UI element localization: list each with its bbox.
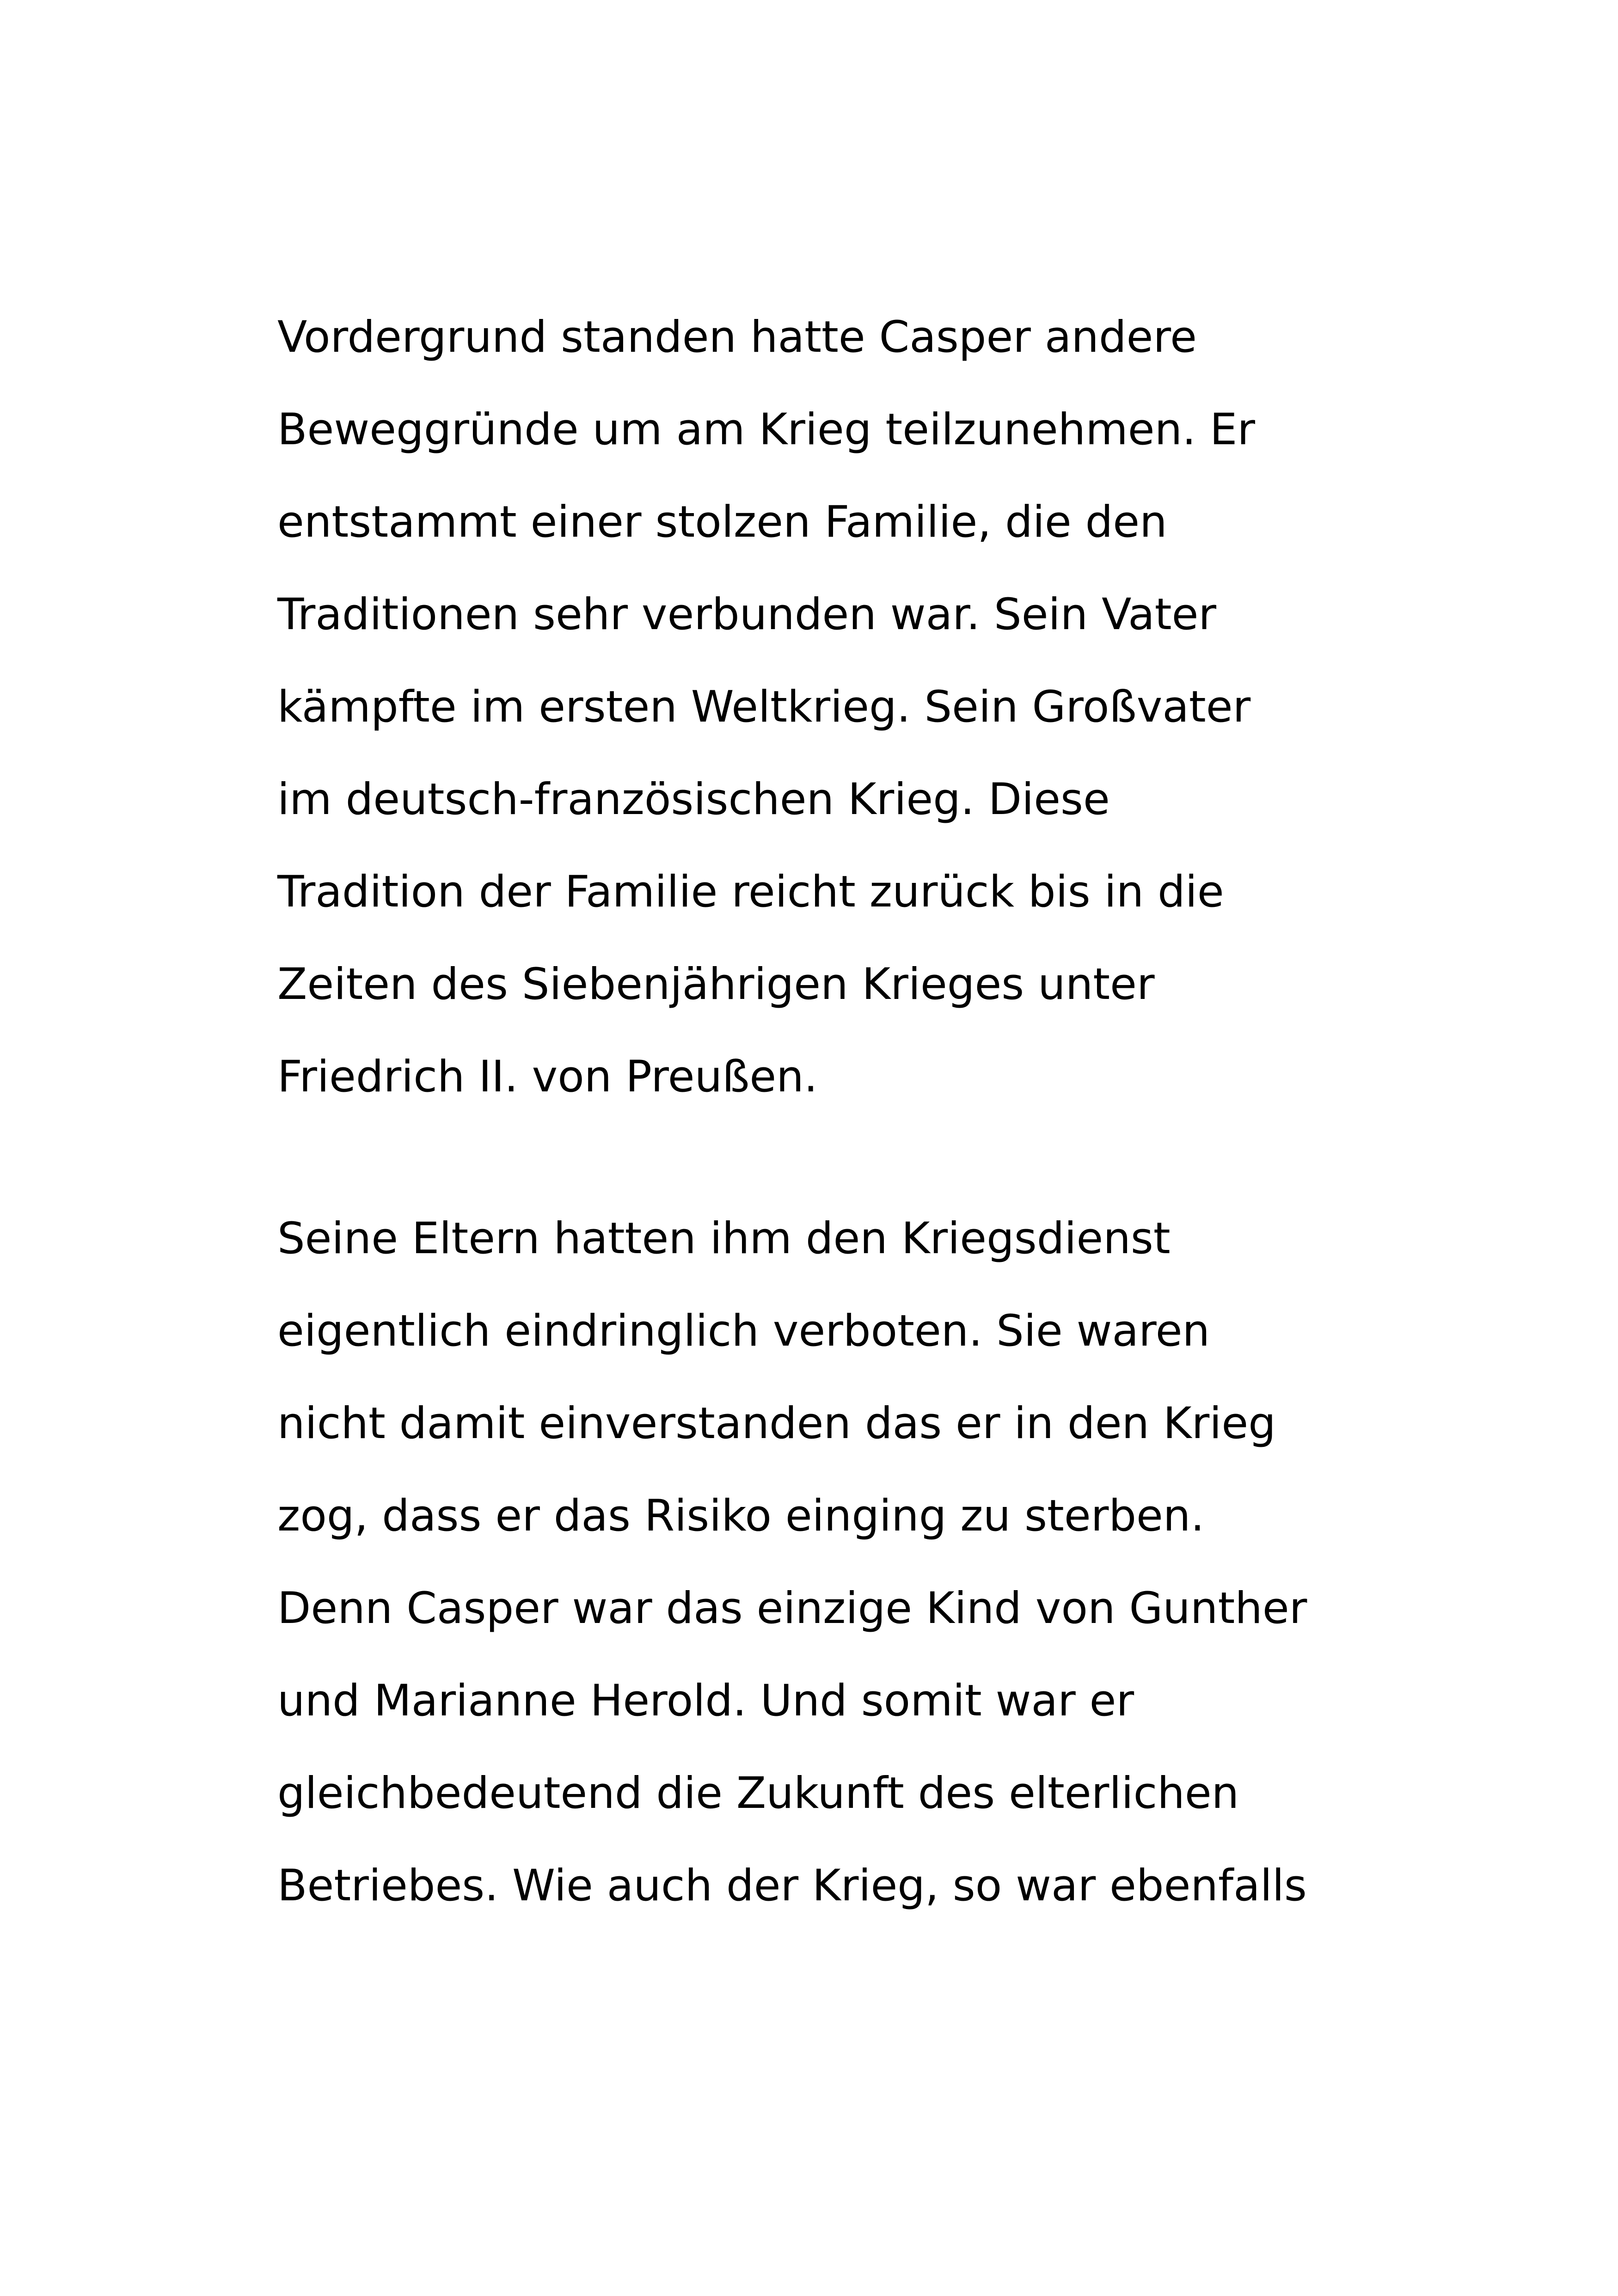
text-line: Denn Casper war das einzige Kind von Gunther — [277, 1583, 1307, 1634]
text-line: Tradition der Familie reicht zurück bis in die — [277, 867, 1224, 917]
text-line: kämpfte im ersten Weltkrieg. Sein Großvater — [277, 682, 1251, 732]
text-line: entstammt einer stolzen Familie, die den — [277, 497, 1167, 547]
text-line: nicht damit einverstanden das er in den Krieg — [277, 1398, 1276, 1449]
text-line: und Marianne Herold. Und somit war er — [277, 1676, 1134, 1726]
text-line: Traditionen sehr verbunden war. Sein Vater — [277, 589, 1217, 640]
text-line: Betriebes. Wie auch der Krieg, so war ebenfalls — [277, 1861, 1307, 1911]
text-line: im deutsch-französischen Krieg. Diese — [277, 774, 1110, 825]
text-line: zog, dass er das Risiko einging zu sterben. — [277, 1491, 1205, 1541]
text-line: Friedrich II. von Preußen. — [277, 1052, 818, 1102]
text-line: eigentlich eindringlich verboten. Sie waren — [277, 1306, 1210, 1356]
paragraph-2 — [277, 1193, 1433, 1932]
text-line: gleichbedeutend die Zukunft des elterlichen — [277, 1768, 1239, 1818]
text-line: Zeiten des Siebenjährigen Krieges unter — [277, 959, 1155, 1010]
text-line: Seine Eltern hatten ihm den Kriegsdienst — [277, 1213, 1171, 1264]
text-line: Vordergrund standen hatte Casper andere — [277, 312, 1197, 362]
text-line: Beweggründe um am Krieg teilzunehmen. Er — [277, 404, 1255, 455]
paragraph-1 — [277, 291, 1433, 1123]
